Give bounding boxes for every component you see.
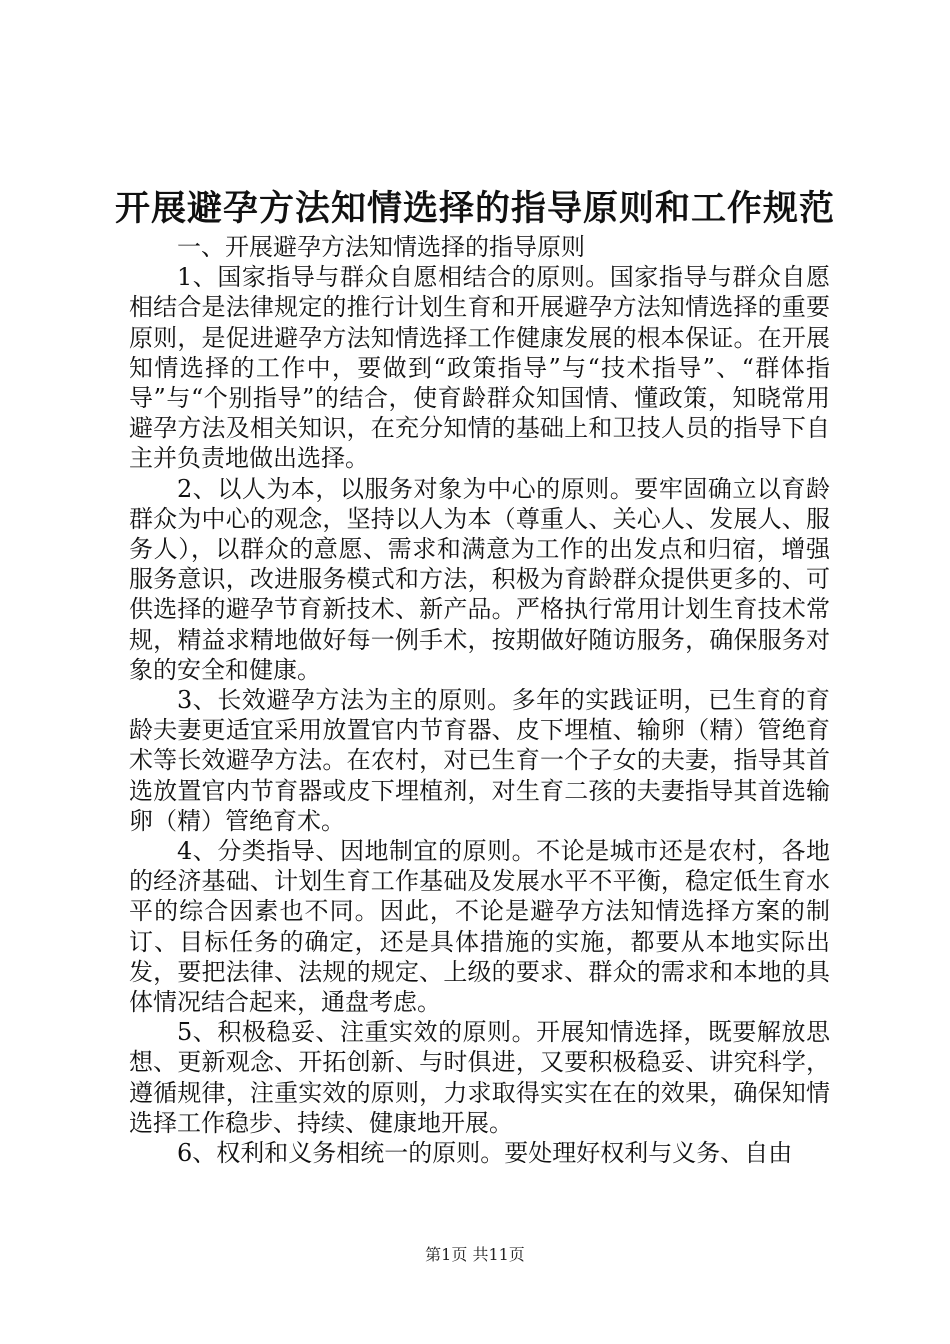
paragraph-5: 5、积极稳妥、注重实效的原则。开展知情选择，既要解放思想、更新观念、开拓创新、与时俱进，又要积极稳妥、讲究科学，遵循规律，注重实效的原则，力求取得实实在在的效果，确保知情选择工作稳步、持续、健康地开展。 (129, 1018, 830, 1137)
section-heading: 一、开展避孕方法知情选择的指导原则 (177, 233, 585, 261)
document-title: 开展避孕方法知情选择的指导原则和工作规范 (114, 188, 835, 229)
paragraph-6: 6、权利和义务相统一的原则。要处理好权利与义务、自由 (177, 1139, 793, 1168)
paragraph-2: 2、以人为本，以服务对象为中心的原则。要牢固确立以育龄群众为中心的观念，坚持以人为本（尊重人、关心人、发展人、服务人），以群众的意愿、需求和满意为工作的出发点和归宿，增强服务意识，改进服务模式和方法，积极为育龄群众提供更多的、可供选择的避孕节育新技术、新产品。严格执行常用计划生育技术常规，精益求精地做好每一例手术，按期做好随访服务，确保服务对象的安全和健康。 (129, 474, 830, 684)
page-number-footer: 第1页 共11页 (425, 1245, 525, 1264)
document-body (129, 232, 830, 1168)
paragraph-1: 1、国家指导与群众自愿相结合的原则。国家指导与群众自愿相结合是法律规定的推行计划生育和开展避孕方法知情选择的重要原则，是促进避孕方法知情选择工作健康发展的根本保证。在开展知情选择的工作中，要做到“政策指导”与“技术指导”、“群体指导”与“个别指导”的结合，使育龄群众知国情、懂政策，知晓常用避孕方法及相关知识，在充分知情的基础上和卫技人员的指导下自主并负责地做出选择。 (129, 263, 830, 473)
paragraph-4: 4、分类指导、因地制宜的原则。不论是城市还是农村，各地的经济基础、计划生育工作基础及发展水平不平衡，稳定低生育水平的综合因素也不同。因此，不论是避孕方法知情选择方案的制订、目标任务的确定，还是具体措施的实施，都要从本地实际出发，要把法律、法规的规定、上级的要求、群众的需求和本地的具体情况结合起来，通盘考虑。 (129, 837, 830, 1017)
paragraph-3: 3、长效避孕方法为主的原则。多年的实践证明，已生育的育龄夫妻更适宜采用放置官内节育器、皮下埋植、输卵（精）管绝育术等长效避孕方法。在农村，对已生育一个子女的夫妻，指导其首选放置官内节育器或皮下埋植剂，对生育二孩的夫妻指导其首选输卵（精）管绝育术。 (129, 686, 830, 835)
